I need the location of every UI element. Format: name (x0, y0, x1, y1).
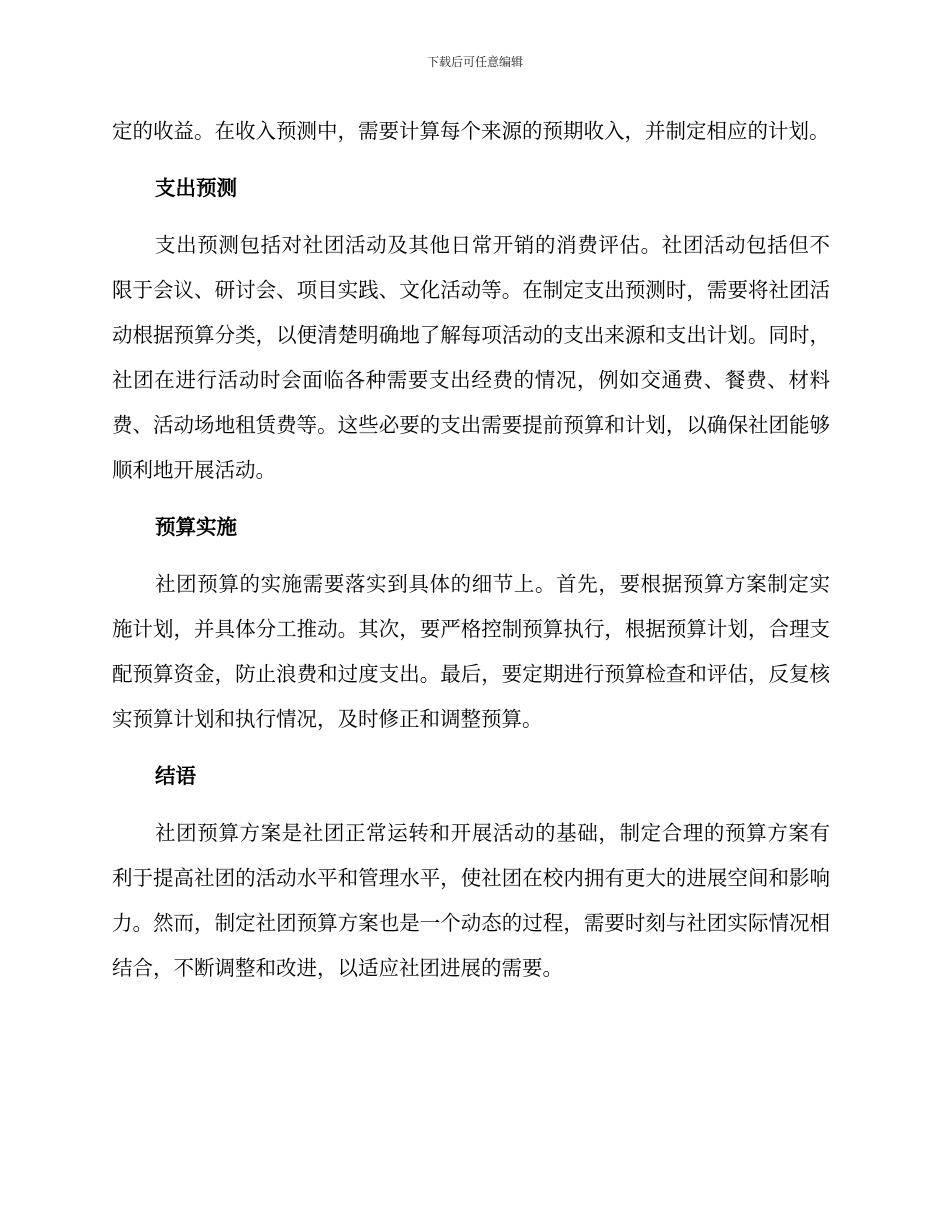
section-paragraph-expense-forecast: 支出预测包括对社团活动及其他日常开销的消费评估。社团活动包括但不限于会议、研讨会、项目实践、文化活动等。在制定支出预测时，需要将社团活动根据预算分类，以便清楚明确地了解每项活动的支出来源和支出计划。同时，社团在进行活动时会面临各种需要支出经费的情况，例如交通费、餐费、材料费、活动场地租赁费等。这些必要的支出需要提前预算和计划，以确保社团能够顺利地开展活动。 (112, 233, 830, 482)
section-heading-expense-forecast: 支出预测 (155, 176, 237, 200)
intro-paragraph: 定的收益。在收入预测中，需要计算每个来源的预期收入，并制定相应的计划。 (112, 119, 830, 143)
section-paragraph-budget-implementation: 社团预算的实施需要落实到具体的细节上。首先，要根据预算方案制定实施计划，并具体分工推动。其次，要严格控制预算执行，根据预算计划，合理支配预算资金，防止浪费和过度支出。最后，要定期进行预算检查和评估，反复核实预算计划和执行情况，及时修正和调整预算。 (112, 572, 830, 731)
section-heading-budget-implementation: 预算实施 (155, 515, 237, 539)
page-header: 下载后可任意编辑 (426, 55, 523, 69)
document-body (112, 109, 830, 991)
section-paragraph-conclusion: 社团预算方案是社团正常运转和开展活动的基础，制定合理的预算方案有利于提高社团的活动水平和管理水平，使社团在校内拥有更大的进展空间和影响力。然而，制定社团预算方案也是一个动态的过程，需要时刻与社团实际情况相结合，不断调整和改进，以适应社团进展的需要。 (112, 821, 830, 980)
section-heading-conclusion: 结语 (155, 764, 196, 788)
